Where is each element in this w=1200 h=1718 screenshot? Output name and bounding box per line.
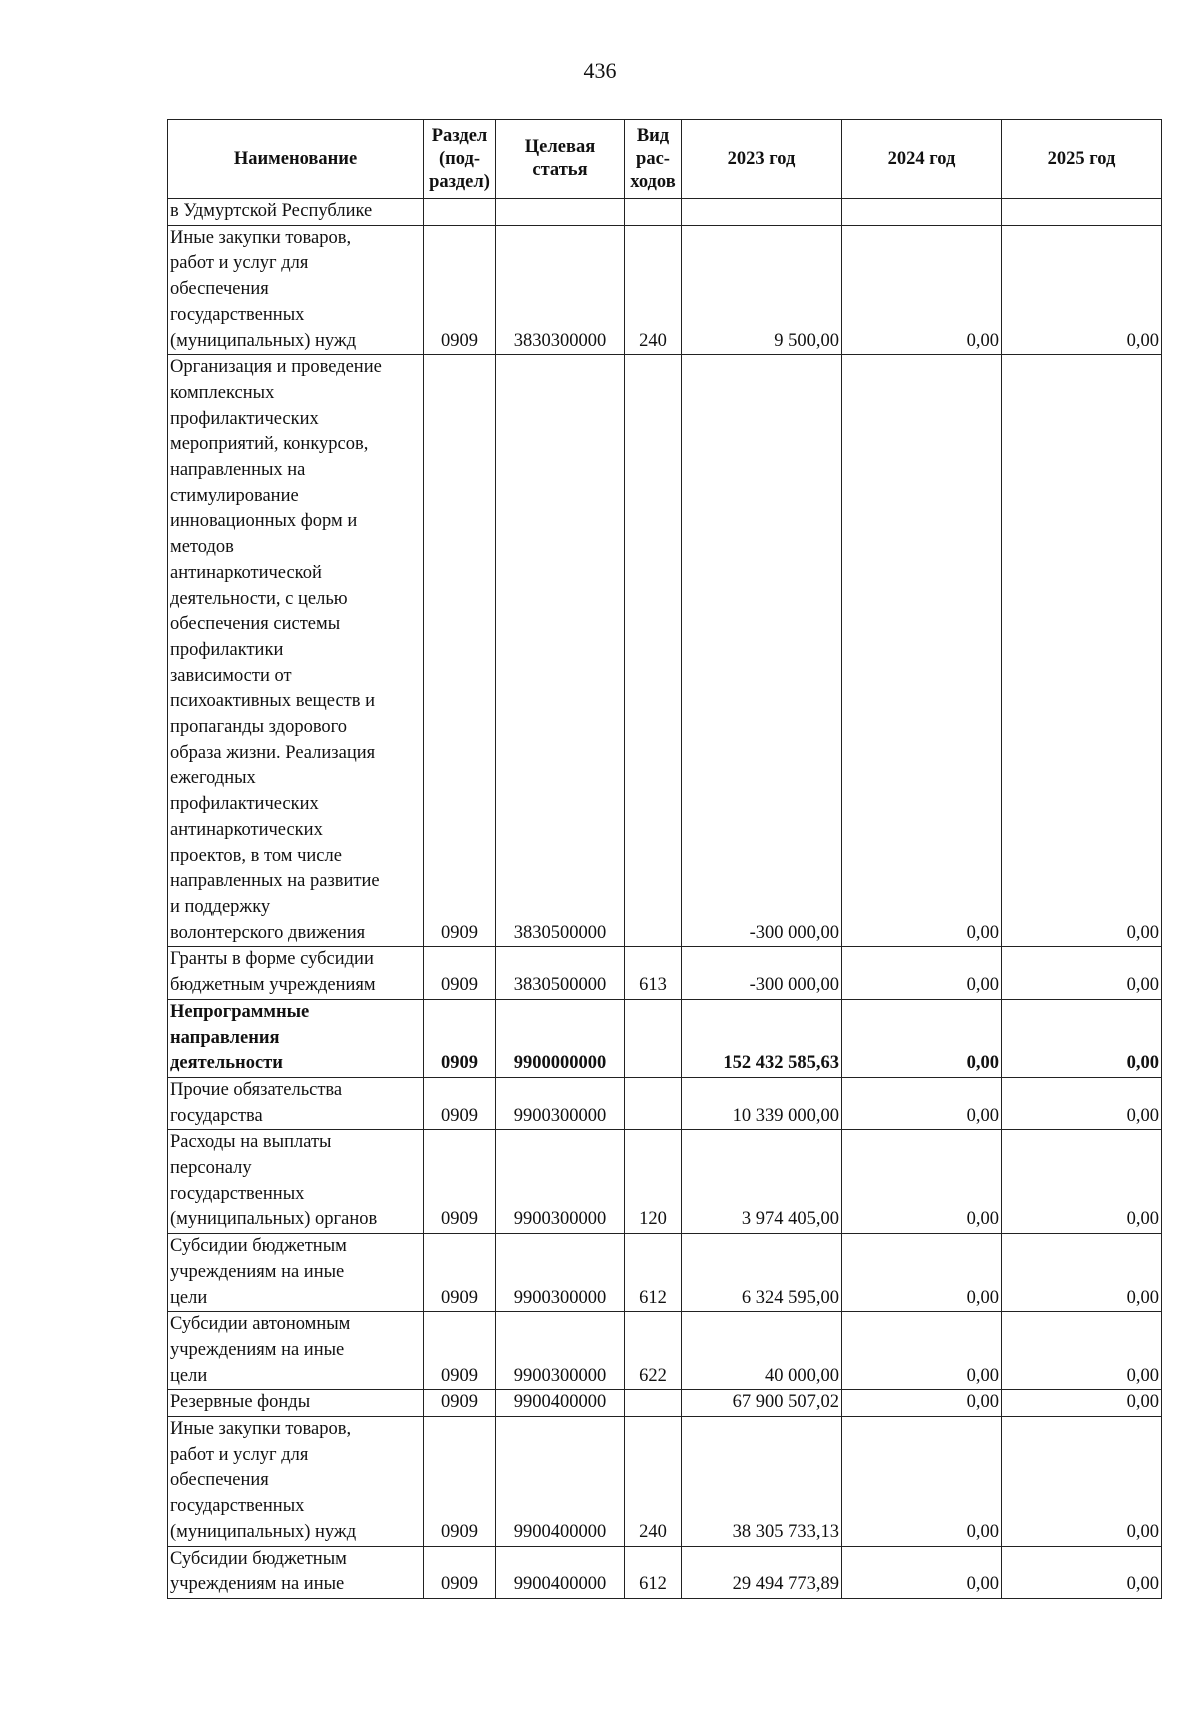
row-name [168,355,424,947]
row-name-line: Субсидии бюджетным [170,1548,347,1569]
row-name-line: Иные закупки товаров, [170,1419,352,1440]
row-name [168,1130,424,1234]
row-value-2025 [1002,199,1162,226]
row-target: 3830300000 [496,225,625,355]
row-value-2025: 0,00 [1002,999,1162,1077]
row-name-line: государственных [170,304,305,325]
header-target-line: статья [532,160,588,180]
table-row [168,1077,1162,1129]
row-name-line: профилактики [170,639,284,660]
row-name-line: профилактических [170,408,319,429]
row-value-2024: 0,00 [842,1417,1002,1547]
row-value-2023: 3 974 405,00 [682,1130,842,1234]
row-section: 0909 [424,1077,496,1129]
row-value-2024: 0,00 [842,225,1002,355]
page-number: 436 [583,58,617,83]
row-value-2025: 0,00 [1002,1546,1162,1598]
row-value-2025: 0,00 [1002,1312,1162,1390]
table-row [168,1234,1162,1312]
row-value-2025: 0,00 [1002,947,1162,999]
row-kind: 120 [625,1130,682,1234]
row-name-line: Иные закупки товаров, [170,227,352,248]
row-name [168,1077,424,1129]
row-target: 9900000000 [496,999,625,1077]
row-name-line: Субсидии бюджетным [170,1236,347,1257]
row-name-line: деятельности [170,1053,283,1074]
row-value-2023: -300 000,00 [682,947,842,999]
row-section: 0909 [424,1312,496,1390]
row-value-2024: 0,00 [842,1077,1002,1129]
header-section-line: раздел) [429,171,490,192]
header-name: Наименование [168,120,424,199]
row-value-2024: 0,00 [842,947,1002,999]
row-name-line: цели [170,1365,208,1386]
row-kind [625,355,682,947]
header-section-line: (под- [438,148,481,169]
table-row [168,1130,1162,1234]
row-name [168,947,424,999]
header-kind [625,120,682,199]
table-row [168,355,1162,947]
table-row [168,947,1162,999]
row-value-2024: 0,00 [842,355,1002,947]
row-name [168,199,424,226]
row-name-line: направленных на [170,460,306,481]
table-row [168,1546,1162,1598]
row-name-line: направления [170,1027,280,1048]
row-kind: 613 [625,947,682,999]
row-value-2025: 0,00 [1002,1417,1162,1547]
row-name-line: деятельности, с целью [170,588,348,609]
header-2025: 2025 год [1002,120,1162,199]
row-value-2023: 67 900 507,02 [682,1390,842,1417]
row-name-line: образа жизни. Реализация [170,742,376,763]
row-name-line: учреждениям на иные [170,1339,345,1360]
row-name-line: (муниципальных) нужд [170,1521,357,1542]
row-target: 9900300000 [496,1130,625,1234]
table-row [168,1312,1162,1390]
header-target-line: Целевая [524,137,596,157]
row-name-line: направленных на развитие [170,871,380,892]
row-target: 9900400000 [496,1390,625,1417]
row-value-2023: 152 432 585,63 [682,999,842,1077]
row-value-2023: -300 000,00 [682,355,842,947]
row-name-line: государства [170,1105,263,1126]
row-value-2025: 0,00 [1002,1077,1162,1129]
row-value-2023: 9 500,00 [682,225,842,355]
row-target: 9900400000 [496,1546,625,1598]
row-section: 0909 [424,1417,496,1547]
row-name-line: в Удмуртской Республике [170,201,373,221]
row-name-line: Непрограммные [170,1001,310,1022]
header-2024: 2024 год [842,120,1002,199]
row-name [168,1546,424,1598]
row-value-2023: 10 339 000,00 [682,1077,842,1129]
row-value-2025: 0,00 [1002,1234,1162,1312]
table-body [168,199,1162,1599]
row-target [496,199,625,226]
row-name-line: методов [170,537,234,558]
header-2023: 2023 год [682,120,842,199]
row-name-line: обеспечения [170,1470,269,1491]
row-kind [625,1390,682,1417]
row-name-line: Прочие обязательства [170,1079,343,1100]
row-name-line: ежегодных [170,768,256,789]
header-kind-line: ходов [630,171,676,192]
row-name [168,1390,424,1417]
row-name-line: государственных [170,1496,305,1517]
row-target: 3830500000 [496,947,625,999]
row-name-line: Организация и проведение [170,357,382,378]
row-value-2023: 6 324 595,00 [682,1234,842,1312]
row-name-line: Резервные фонды [170,1392,311,1413]
row-section: 0909 [424,1390,496,1417]
row-kind [625,1077,682,1129]
row-name-line: пропаганды здорового [170,717,348,738]
row-section: 0909 [424,225,496,355]
row-value-2025: 0,00 [1002,225,1162,355]
row-name-line: Расходы на выплаты [170,1132,332,1153]
row-value-2025: 0,00 [1002,1390,1162,1417]
row-value-2024: 0,00 [842,1546,1002,1598]
row-name-line: учреждениям на иные [170,1261,345,1282]
row-target: 9900300000 [496,1077,625,1129]
row-kind [625,199,682,226]
row-value-2023 [682,199,842,226]
row-name [168,1234,424,1312]
row-section: 0909 [424,1234,496,1312]
row-value-2024: 0,00 [842,999,1002,1077]
row-name-line: обеспечения системы [170,614,341,635]
row-kind: 240 [625,1417,682,1547]
row-name [168,225,424,355]
table-row [168,1417,1162,1547]
row-value-2025: 0,00 [1002,1130,1162,1234]
table-row [168,199,1162,226]
row-name-line: комплексных [170,382,275,403]
row-name-line: бюджетным учреждениям [170,975,376,996]
row-target: 9900300000 [496,1234,625,1312]
header-section-line: Раздел [431,125,488,146]
row-name-line: волонтерского движения [170,922,366,943]
table-row [168,225,1162,355]
row-name-line: Субсидии автономным [170,1314,351,1335]
row-name-line: работ и услуг для [170,1444,309,1465]
row-section: 0909 [424,947,496,999]
row-name [168,1417,424,1547]
row-name-line: инновационных форм и [170,511,358,532]
row-name-line: и поддержку [170,896,271,917]
row-value-2024: 0,00 [842,1234,1002,1312]
row-name [168,1312,424,1390]
row-value-2023: 38 305 733,13 [682,1417,842,1547]
row-name-line: антинаркотической [170,562,322,583]
row-value-2024: 0,00 [842,1312,1002,1390]
row-value-2023: 29 494 773,89 [682,1546,842,1598]
row-kind: 240 [625,225,682,355]
table-row [168,1390,1162,1417]
row-section [424,199,496,226]
row-name-line: государственных [170,1183,305,1204]
row-kind [625,999,682,1077]
row-section: 0909 [424,1546,496,1598]
header-target [496,120,625,199]
row-target: 9900300000 [496,1312,625,1390]
row-value-2024 [842,199,1002,226]
row-name-line: Гранты в форме субсидии [170,949,374,970]
row-kind: 612 [625,1234,682,1312]
row-value-2023: 40 000,00 [682,1312,842,1390]
row-name-line: антинаркотических [170,819,323,840]
row-name-line: цели [170,1287,208,1308]
row-value-2025: 0,00 [1002,355,1162,947]
row-kind: 622 [625,1312,682,1390]
header-row [168,120,1162,199]
row-name-line: персоналу [170,1158,252,1179]
table-row [168,999,1162,1077]
row-target: 3830500000 [496,355,625,947]
budget-table [167,119,1162,1599]
row-name-line: стимулирование [170,485,299,506]
header-kind-line: Вид [636,125,670,146]
row-name-line: зависимости от [170,665,292,686]
row-name-line: профилактических [170,794,319,815]
row-name-line: обеспечения [170,279,269,300]
row-kind: 612 [625,1546,682,1598]
row-value-2024: 0,00 [842,1130,1002,1234]
header-kind-line: рас- [636,148,670,169]
row-name [168,999,424,1077]
row-name-line: мероприятий, конкурсов, [170,434,369,455]
row-name-line: психоактивных веществ и [170,691,375,712]
header-section [424,120,496,199]
row-section: 0909 [424,999,496,1077]
row-value-2024: 0,00 [842,1390,1002,1417]
row-name-line: (муниципальных) нужд [170,330,357,351]
row-name-line: (муниципальных) органов [170,1209,378,1230]
row-name-line: работ и услуг для [170,253,309,274]
row-target: 9900400000 [496,1417,625,1547]
row-section: 0909 [424,355,496,947]
row-section: 0909 [424,1130,496,1234]
row-name-line: проектов, в том числе [170,845,342,866]
row-name-line: учреждениям на иные [170,1574,345,1595]
